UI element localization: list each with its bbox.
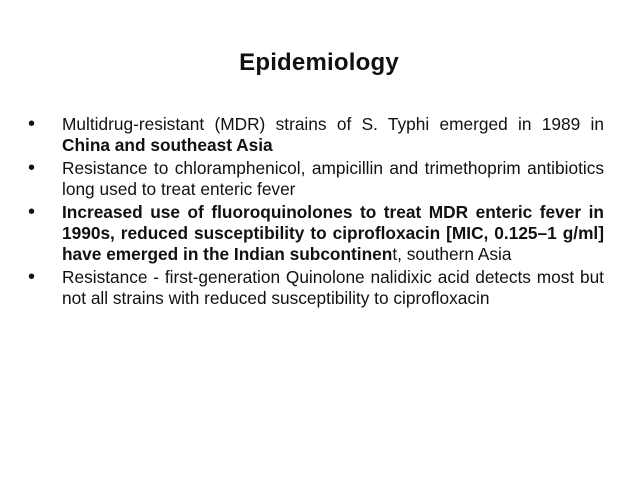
bullet-icon: •	[28, 113, 36, 135]
bullet-item-resistance-antibiotics	[28, 158, 604, 200]
bullet-item-mdr-strains	[28, 114, 604, 156]
bullet-text: Multidrug-resistant (MDR) strains of S. Typhi emerged in 1989 in	[62, 114, 604, 134]
bullet-icon: •	[28, 266, 36, 288]
bullet-icon: •	[28, 157, 36, 179]
bullet-item-quinolone-resistance	[28, 267, 604, 309]
bullet-text: Resistance - first-generation Quinolone nalidixic acid detects most but not all strains with reduced susceptibility to ciprofloxacin	[62, 267, 604, 308]
bullet-text: t, southern Asia	[392, 244, 512, 264]
bullet-list	[28, 114, 604, 311]
bullet-icon: •	[28, 201, 36, 223]
slide-title: Epidemiology	[239, 49, 399, 76]
bullet-text: Resistance to chloramphenicol, ampicillin and trimethoprim antibiotics long used to treat enteric fever	[62, 158, 604, 199]
bullet-bold-text: China and southeast Asia	[62, 135, 273, 155]
bullet-bold-text: Increased use of fluoroquinolones to treat MDR enteric fever in 1990s, reduced susceptibility to ciprofloxacin [MIC, 0.125–1 g/ml] have emerged in the Indian subcontinen	[62, 202, 604, 264]
bullet-item-fluoroquinolones	[28, 202, 604, 265]
